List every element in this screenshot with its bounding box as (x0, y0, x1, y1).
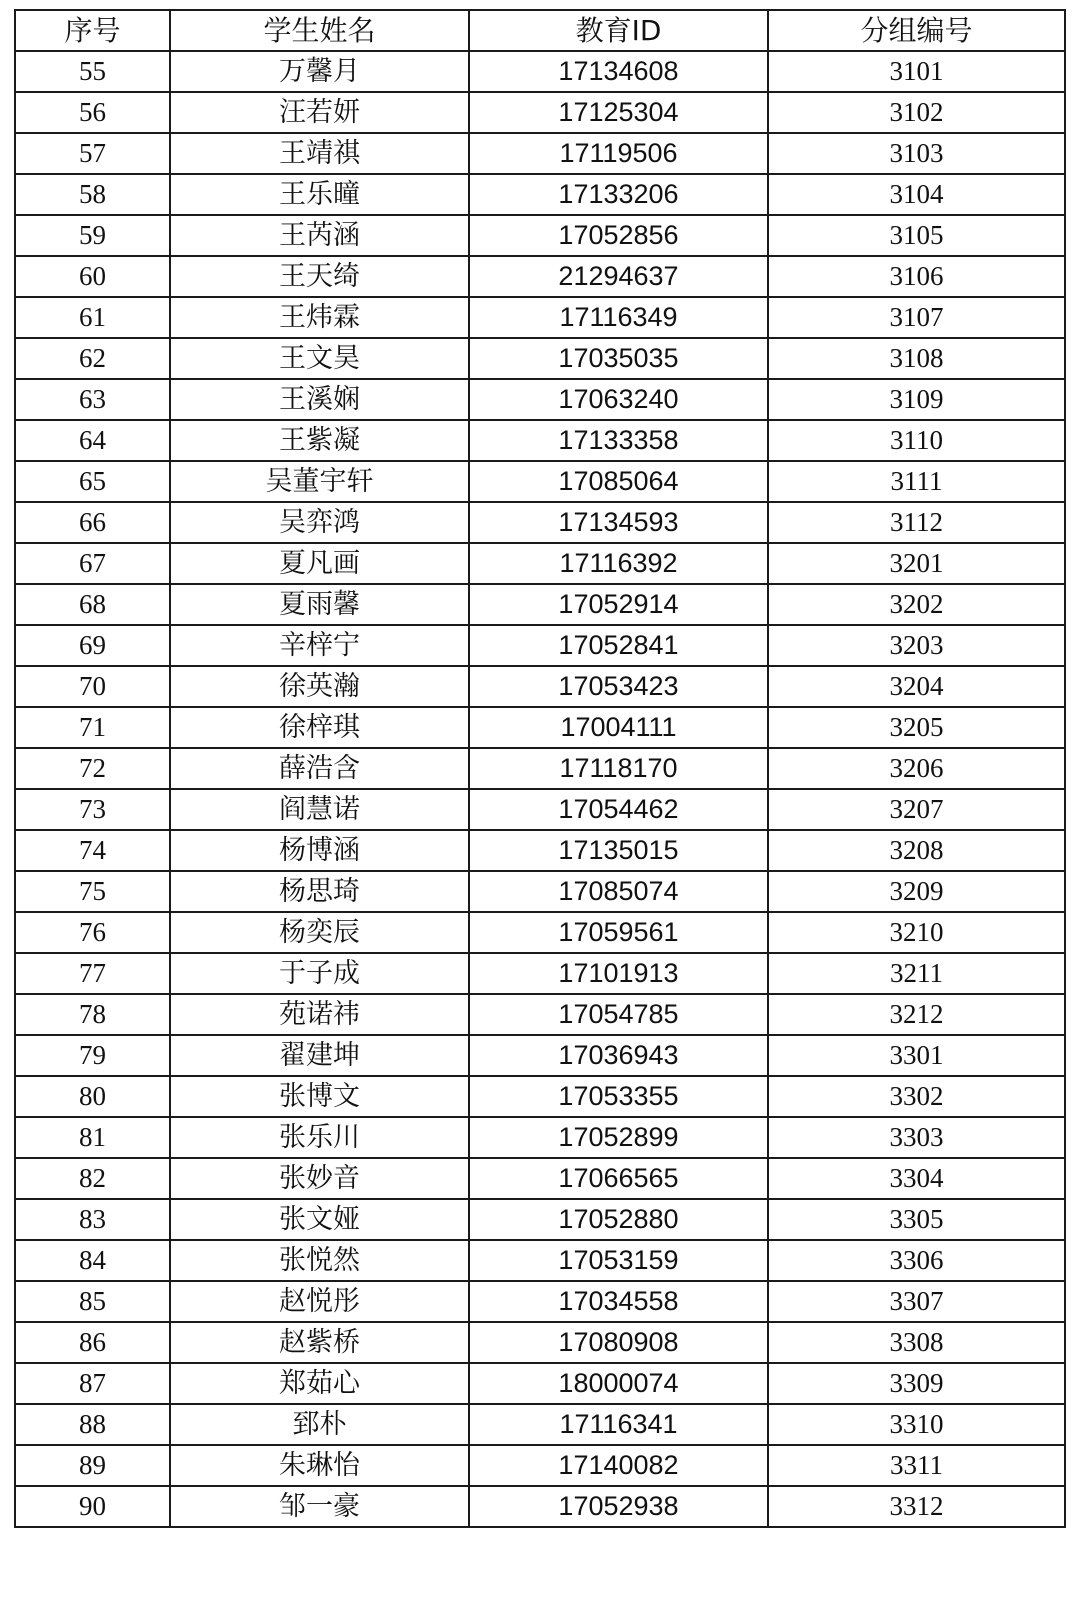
table-row (15, 953, 1065, 994)
cell-group-number: 3102 (768, 92, 1065, 133)
table-row (15, 1445, 1065, 1486)
table-row (15, 994, 1065, 1035)
cell-student-name: 夏雨馨 (170, 584, 469, 625)
cell-seq: 78 (15, 994, 170, 1035)
cell-student-name: 王乐曈 (170, 174, 469, 215)
table-row (15, 51, 1065, 92)
cell-education-id: 17116341 (469, 1404, 768, 1445)
cell-seq: 81 (15, 1117, 170, 1158)
cell-education-id: 17116392 (469, 543, 768, 584)
cell-seq: 68 (15, 584, 170, 625)
cell-seq: 82 (15, 1158, 170, 1199)
cell-education-id: 17085064 (469, 461, 768, 502)
cell-education-id: 17052899 (469, 1117, 768, 1158)
cell-education-id: 17052938 (469, 1486, 768, 1527)
cell-education-id: 17119506 (469, 133, 768, 174)
table-row (15, 1199, 1065, 1240)
table-row (15, 1486, 1065, 1527)
cell-student-name: 邹一豪 (170, 1486, 469, 1527)
cell-seq: 73 (15, 789, 170, 830)
cell-group-number: 3204 (768, 666, 1065, 707)
cell-seq: 84 (15, 1240, 170, 1281)
cell-group-number: 3105 (768, 215, 1065, 256)
student-roster-table (14, 9, 1066, 1528)
cell-student-name: 于子成 (170, 953, 469, 994)
cell-group-number: 3301 (768, 1035, 1065, 1076)
table-row (15, 297, 1065, 338)
cell-group-number: 3211 (768, 953, 1065, 994)
table-row (15, 1240, 1065, 1281)
table-row (15, 584, 1065, 625)
cell-group-number: 3311 (768, 1445, 1065, 1486)
cell-education-id: 17054785 (469, 994, 768, 1035)
cell-group-number: 3305 (768, 1199, 1065, 1240)
cell-group-number: 3201 (768, 543, 1065, 584)
cell-group-number: 3111 (768, 461, 1065, 502)
cell-group-number: 3308 (768, 1322, 1065, 1363)
cell-seq: 60 (15, 256, 170, 297)
cell-seq: 83 (15, 1199, 170, 1240)
cell-student-name: 王文昊 (170, 338, 469, 379)
table-row (15, 174, 1065, 215)
cell-education-id: 17134608 (469, 51, 768, 92)
cell-group-number: 3302 (768, 1076, 1065, 1117)
cell-student-name: 王炜霖 (170, 297, 469, 338)
cell-group-number: 3206 (768, 748, 1065, 789)
cell-student-name: 吴董宇轩 (170, 461, 469, 502)
cell-student-name: 汪若妍 (170, 92, 469, 133)
cell-student-name: 杨博涵 (170, 830, 469, 871)
cell-education-id: 17133358 (469, 420, 768, 461)
table-row (15, 1158, 1065, 1199)
table-row (15, 338, 1065, 379)
cell-group-number: 3203 (768, 625, 1065, 666)
cell-group-number: 3210 (768, 912, 1065, 953)
cell-education-id: 17052856 (469, 215, 768, 256)
cell-education-id: 17034558 (469, 1281, 768, 1322)
table-row (15, 543, 1065, 584)
cell-student-name: 徐梓琪 (170, 707, 469, 748)
cell-group-number: 3307 (768, 1281, 1065, 1322)
table-row (15, 871, 1065, 912)
cell-seq: 65 (15, 461, 170, 502)
cell-student-name: 赵悦彤 (170, 1281, 469, 1322)
cell-group-number: 3310 (768, 1404, 1065, 1445)
cell-group-number: 3107 (768, 297, 1065, 338)
table-row (15, 256, 1065, 297)
cell-seq: 62 (15, 338, 170, 379)
cell-student-name: 吴弈鸿 (170, 502, 469, 543)
cell-group-number: 3101 (768, 51, 1065, 92)
cell-group-number: 3109 (768, 379, 1065, 420)
cell-seq: 63 (15, 379, 170, 420)
cell-student-name: 王天绮 (170, 256, 469, 297)
cell-seq: 89 (15, 1445, 170, 1486)
cell-seq: 87 (15, 1363, 170, 1404)
table-row (15, 1076, 1065, 1117)
cell-seq: 66 (15, 502, 170, 543)
cell-seq: 74 (15, 830, 170, 871)
header-row (15, 10, 1065, 51)
table-row (15, 1035, 1065, 1076)
cell-student-name: 徐英瀚 (170, 666, 469, 707)
cell-student-name: 郅朴 (170, 1404, 469, 1445)
cell-education-id: 17053159 (469, 1240, 768, 1281)
table-body (15, 51, 1065, 1527)
cell-education-id: 17118170 (469, 748, 768, 789)
cell-seq: 64 (15, 420, 170, 461)
cell-group-number: 3309 (768, 1363, 1065, 1404)
cell-student-name: 王溪娴 (170, 379, 469, 420)
cell-student-name: 王靖祺 (170, 133, 469, 174)
cell-group-number: 3104 (768, 174, 1065, 215)
cell-student-name: 王紫凝 (170, 420, 469, 461)
cell-education-id: 17063240 (469, 379, 768, 420)
table-row (15, 133, 1065, 174)
table-row (15, 1117, 1065, 1158)
table-row (15, 912, 1065, 953)
cell-student-name: 王芮涵 (170, 215, 469, 256)
cell-student-name: 赵紫桥 (170, 1322, 469, 1363)
cell-group-number: 3304 (768, 1158, 1065, 1199)
cell-student-name: 张悦然 (170, 1240, 469, 1281)
cell-student-name: 杨思琦 (170, 871, 469, 912)
cell-seq: 77 (15, 953, 170, 994)
cell-education-id: 17101913 (469, 953, 768, 994)
cell-group-number: 3103 (768, 133, 1065, 174)
cell-student-name: 阎慧诺 (170, 789, 469, 830)
table-row (15, 748, 1065, 789)
cell-student-name: 夏凡画 (170, 543, 469, 584)
cell-student-name: 苑诺祎 (170, 994, 469, 1035)
table-row (15, 1322, 1065, 1363)
table-row (15, 1281, 1065, 1322)
cell-student-name: 杨奕辰 (170, 912, 469, 953)
cell-seq: 67 (15, 543, 170, 584)
cell-student-name: 张妙音 (170, 1158, 469, 1199)
cell-group-number: 3306 (768, 1240, 1065, 1281)
cell-seq: 55 (15, 51, 170, 92)
cell-group-number: 3209 (768, 871, 1065, 912)
cell-group-number: 3108 (768, 338, 1065, 379)
cell-seq: 71 (15, 707, 170, 748)
header-seq: 序号 (15, 10, 170, 51)
cell-group-number: 3112 (768, 502, 1065, 543)
cell-education-id: 17053423 (469, 666, 768, 707)
header-education-id: 教育ID (469, 10, 768, 51)
cell-seq: 57 (15, 133, 170, 174)
cell-group-number: 3205 (768, 707, 1065, 748)
cell-seq: 69 (15, 625, 170, 666)
table-row (15, 502, 1065, 543)
table-row (15, 215, 1065, 256)
table-row (15, 625, 1065, 666)
cell-education-id: 17085074 (469, 871, 768, 912)
cell-seq: 56 (15, 92, 170, 133)
cell-education-id: 17036943 (469, 1035, 768, 1076)
table-row (15, 707, 1065, 748)
cell-student-name: 翟建坤 (170, 1035, 469, 1076)
cell-education-id: 17052914 (469, 584, 768, 625)
cell-seq: 70 (15, 666, 170, 707)
header-group-number: 分组编号 (768, 10, 1065, 51)
cell-group-number: 3207 (768, 789, 1065, 830)
cell-education-id: 17080908 (469, 1322, 768, 1363)
cell-seq: 80 (15, 1076, 170, 1117)
cell-seq: 79 (15, 1035, 170, 1076)
cell-group-number: 3202 (768, 584, 1065, 625)
cell-education-id: 18000074 (469, 1363, 768, 1404)
cell-education-id: 17125304 (469, 92, 768, 133)
cell-education-id: 21294637 (469, 256, 768, 297)
cell-seq: 72 (15, 748, 170, 789)
cell-student-name: 张文娅 (170, 1199, 469, 1240)
cell-group-number: 3106 (768, 256, 1065, 297)
cell-education-id: 17140082 (469, 1445, 768, 1486)
cell-seq: 88 (15, 1404, 170, 1445)
cell-education-id: 17052841 (469, 625, 768, 666)
cell-seq: 58 (15, 174, 170, 215)
cell-seq: 75 (15, 871, 170, 912)
cell-education-id: 17052880 (469, 1199, 768, 1240)
cell-education-id: 17059561 (469, 912, 768, 953)
table-row (15, 379, 1065, 420)
table-row (15, 1404, 1065, 1445)
cell-group-number: 3208 (768, 830, 1065, 871)
cell-student-name: 万馨月 (170, 51, 469, 92)
cell-group-number: 3212 (768, 994, 1065, 1035)
cell-student-name: 郑茹心 (170, 1363, 469, 1404)
table-header (15, 10, 1065, 51)
cell-education-id: 17134593 (469, 502, 768, 543)
cell-education-id: 17066565 (469, 1158, 768, 1199)
cell-seq: 90 (15, 1486, 170, 1527)
table-row (15, 420, 1065, 461)
cell-seq: 61 (15, 297, 170, 338)
cell-student-name: 张乐川 (170, 1117, 469, 1158)
table-row (15, 461, 1065, 502)
cell-group-number: 3312 (768, 1486, 1065, 1527)
cell-seq: 86 (15, 1322, 170, 1363)
table-row (15, 789, 1065, 830)
student-roster-sheet (14, 9, 1064, 1528)
table-row (15, 92, 1065, 133)
cell-education-id: 17133206 (469, 174, 768, 215)
cell-student-name: 薛浩含 (170, 748, 469, 789)
cell-education-id: 17035035 (469, 338, 768, 379)
cell-student-name: 朱琳怡 (170, 1445, 469, 1486)
table-row (15, 830, 1065, 871)
cell-student-name: 辛梓宁 (170, 625, 469, 666)
cell-seq: 76 (15, 912, 170, 953)
cell-education-id: 17054462 (469, 789, 768, 830)
cell-education-id: 17053355 (469, 1076, 768, 1117)
cell-education-id: 17004111 (469, 707, 768, 748)
cell-education-id: 17116349 (469, 297, 768, 338)
table-row (15, 1363, 1065, 1404)
cell-seq: 85 (15, 1281, 170, 1322)
cell-seq: 59 (15, 215, 170, 256)
cell-group-number: 3110 (768, 420, 1065, 461)
table-row (15, 666, 1065, 707)
cell-group-number: 3303 (768, 1117, 1065, 1158)
cell-student-name: 张博文 (170, 1076, 469, 1117)
header-student-name: 学生姓名 (170, 10, 469, 51)
cell-education-id: 17135015 (469, 830, 768, 871)
